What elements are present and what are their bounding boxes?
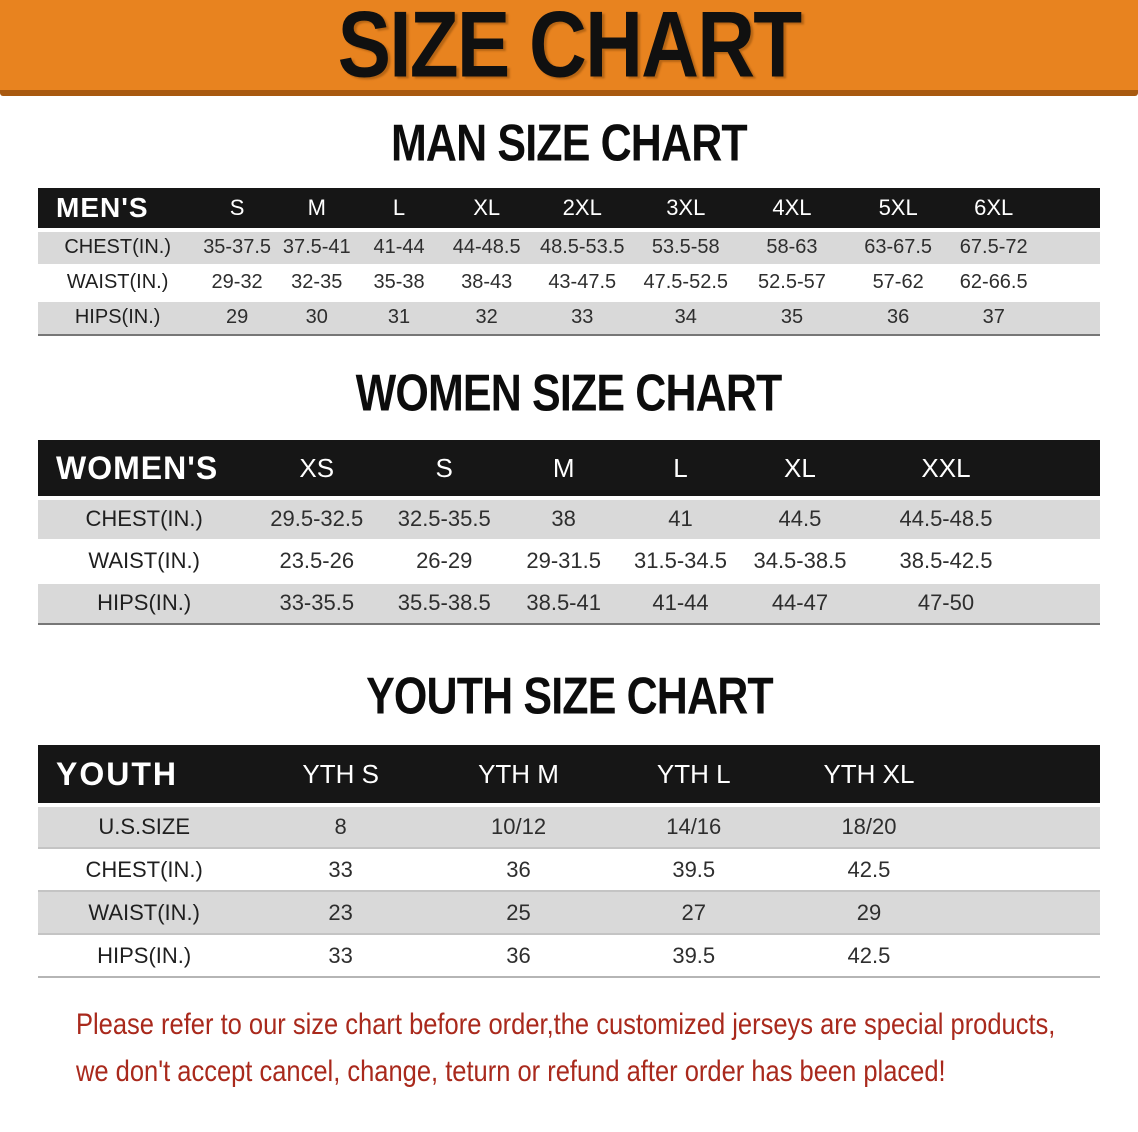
men-section-heading-text: MAN SIZE CHART xyxy=(391,113,747,173)
youth-row-spacer xyxy=(957,934,1100,977)
women-measurement-row xyxy=(38,582,1100,624)
youth-size-value: 25 xyxy=(431,891,606,934)
women-measurement-row xyxy=(38,498,1100,540)
men-size-value: 41-44 xyxy=(357,230,442,265)
banner-title: SIZE CHART xyxy=(337,0,801,98)
women-corner-label: WOMEN'S xyxy=(38,440,250,498)
women-column-header: XL xyxy=(739,440,861,498)
women-size-value: 34.5-38.5 xyxy=(739,540,861,582)
youth-size-value: 33 xyxy=(250,934,431,977)
women-size-value: 35.5-38.5 xyxy=(383,582,505,624)
youth-section xyxy=(38,666,1100,978)
youth-size-value: 27 xyxy=(606,891,781,934)
youth-row-label: HIPS(IN.) xyxy=(38,934,250,977)
women-section xyxy=(38,363,1100,625)
youth-size-value: 14/16 xyxy=(606,805,781,848)
youth-size-value: 39.5 xyxy=(606,848,781,891)
men-column-header: 4XL xyxy=(739,188,845,230)
men-section xyxy=(38,113,1100,336)
men-column-header: XL xyxy=(442,188,532,230)
youth-measurement-row xyxy=(38,891,1100,934)
men-size-value: 43-47.5 xyxy=(532,265,633,300)
youth-row-spacer xyxy=(957,805,1100,848)
disclaimer-line-1: Please refer to our size chart before order,the customized jerseys are special products, xyxy=(76,1008,1056,1041)
men-section-heading xyxy=(38,113,1100,173)
men-size-value: 29-32 xyxy=(197,265,277,300)
youth-size-value: 23 xyxy=(250,891,431,934)
men-column-header: M xyxy=(277,188,357,230)
youth-row-label: U.S.SIZE xyxy=(38,805,250,848)
youth-row-label: CHEST(IN.) xyxy=(38,848,250,891)
youth-section-heading-text: YOUTH SIZE CHART xyxy=(365,666,773,726)
women-row-label: WAIST(IN.) xyxy=(38,540,250,582)
men-header-row xyxy=(38,188,1100,230)
men-size-value: 32 xyxy=(442,300,532,335)
youth-row-label: WAIST(IN.) xyxy=(38,891,250,934)
men-size-value: 31 xyxy=(357,300,442,335)
youth-row-spacer xyxy=(957,848,1100,891)
men-row-spacer xyxy=(1036,265,1100,300)
women-row-spacer xyxy=(1031,498,1100,540)
women-size-value: 44.5-48.5 xyxy=(861,498,1031,540)
women-size-value: 38 xyxy=(505,498,622,540)
women-section-heading xyxy=(38,363,1100,423)
youth-header-row xyxy=(38,745,1100,805)
men-size-value: 38-43 xyxy=(442,265,532,300)
men-header-spacer xyxy=(1036,188,1100,230)
men-size-value: 53.5-58 xyxy=(633,230,739,265)
men-measurement-row xyxy=(38,230,1100,265)
women-column-header: S xyxy=(383,440,505,498)
men-column-header: 5XL xyxy=(845,188,951,230)
women-column-header: M xyxy=(505,440,622,498)
youth-header-spacer xyxy=(957,745,1100,805)
youth-size-value: 42.5 xyxy=(781,934,956,977)
women-size-table xyxy=(38,440,1100,625)
men-row-label: HIPS(IN.) xyxy=(38,300,197,335)
men-column-header: 6XL xyxy=(951,188,1036,230)
men-size-value: 37 xyxy=(951,300,1036,335)
women-row-spacer xyxy=(1031,540,1100,582)
men-column-header: S xyxy=(197,188,277,230)
men-column-header: 2XL xyxy=(532,188,633,230)
men-size-value: 30 xyxy=(277,300,357,335)
women-row-label: HIPS(IN.) xyxy=(38,582,250,624)
women-column-header: L xyxy=(622,440,739,498)
women-size-value: 33-35.5 xyxy=(250,582,383,624)
men-measurement-row xyxy=(38,265,1100,300)
men-size-value: 47.5-52.5 xyxy=(633,265,739,300)
men-column-header: 3XL xyxy=(633,188,739,230)
youth-row-spacer xyxy=(957,891,1100,934)
youth-column-header: YTH M xyxy=(431,745,606,805)
youth-column-header: YTH L xyxy=(606,745,781,805)
women-size-value: 31.5-34.5 xyxy=(622,540,739,582)
women-column-header: XS xyxy=(250,440,383,498)
men-size-value: 44-48.5 xyxy=(442,230,532,265)
size-chart-content xyxy=(0,113,1138,1095)
youth-size-value: 18/20 xyxy=(781,805,956,848)
youth-column-header: YTH XL xyxy=(781,745,956,805)
size-chart-banner xyxy=(0,0,1138,96)
men-size-value: 35-38 xyxy=(357,265,442,300)
youth-size-value: 42.5 xyxy=(781,848,956,891)
women-size-value: 41 xyxy=(622,498,739,540)
men-row-spacer xyxy=(1036,230,1100,265)
youth-size-value: 10/12 xyxy=(431,805,606,848)
women-size-value: 38.5-41 xyxy=(505,582,622,624)
women-row-label: CHEST(IN.) xyxy=(38,498,250,540)
women-size-value: 23.5-26 xyxy=(250,540,383,582)
women-size-value: 29.5-32.5 xyxy=(250,498,383,540)
men-size-table xyxy=(38,188,1100,336)
men-size-value: 35 xyxy=(739,300,845,335)
youth-section-heading xyxy=(38,666,1100,726)
men-size-value: 34 xyxy=(633,300,739,335)
youth-measurement-row xyxy=(38,934,1100,977)
women-header-row xyxy=(38,440,1100,498)
men-size-value: 62-66.5 xyxy=(951,265,1036,300)
youth-corner-label: YOUTH xyxy=(38,745,250,805)
men-row-label: CHEST(IN.) xyxy=(38,230,197,265)
men-row-label: WAIST(IN.) xyxy=(38,265,197,300)
men-size-value: 35-37.5 xyxy=(197,230,277,265)
men-size-value: 48.5-53.5 xyxy=(532,230,633,265)
men-size-value: 57-62 xyxy=(845,265,951,300)
men-size-value: 67.5-72 xyxy=(951,230,1036,265)
youth-size-table xyxy=(38,745,1100,978)
women-measurement-row xyxy=(38,540,1100,582)
youth-size-value: 8 xyxy=(250,805,431,848)
youth-size-value: 33 xyxy=(250,848,431,891)
men-measurement-row xyxy=(38,300,1100,335)
women-size-value: 44-47 xyxy=(739,582,861,624)
youth-column-header: YTH S xyxy=(250,745,431,805)
youth-measurement-row xyxy=(38,805,1100,848)
women-section-heading-text: WOMEN SIZE CHART xyxy=(356,363,782,423)
men-size-value: 58-63 xyxy=(739,230,845,265)
women-row-spacer xyxy=(1031,582,1100,624)
men-size-value: 32-35 xyxy=(277,265,357,300)
women-column-header: XXL xyxy=(861,440,1031,498)
women-size-value: 38.5-42.5 xyxy=(861,540,1031,582)
men-size-value: 37.5-41 xyxy=(277,230,357,265)
youth-size-value: 29 xyxy=(781,891,956,934)
men-column-header: L xyxy=(357,188,442,230)
women-header-spacer xyxy=(1031,440,1100,498)
women-size-value: 41-44 xyxy=(622,582,739,624)
men-corner-label: MEN'S xyxy=(38,188,197,230)
youth-size-value: 39.5 xyxy=(606,934,781,977)
women-size-value: 44.5 xyxy=(739,498,861,540)
men-size-value: 29 xyxy=(197,300,277,335)
men-size-value: 52.5-57 xyxy=(739,265,845,300)
youth-size-value: 36 xyxy=(431,848,606,891)
men-size-value: 33 xyxy=(532,300,633,335)
women-size-value: 26-29 xyxy=(383,540,505,582)
disclaimer-line-2: we don't accept cancel, change, teturn or refund after order has been placed! xyxy=(76,1054,946,1088)
men-size-value: 63-67.5 xyxy=(845,230,951,265)
disclaimer xyxy=(76,1002,1100,1095)
youth-size-value: 36 xyxy=(431,934,606,977)
youth-measurement-row xyxy=(38,848,1100,891)
women-size-value: 29-31.5 xyxy=(505,540,622,582)
women-size-value: 32.5-35.5 xyxy=(383,498,505,540)
women-size-value: 47-50 xyxy=(861,582,1031,624)
men-size-value: 36 xyxy=(845,300,951,335)
men-row-spacer xyxy=(1036,300,1100,335)
